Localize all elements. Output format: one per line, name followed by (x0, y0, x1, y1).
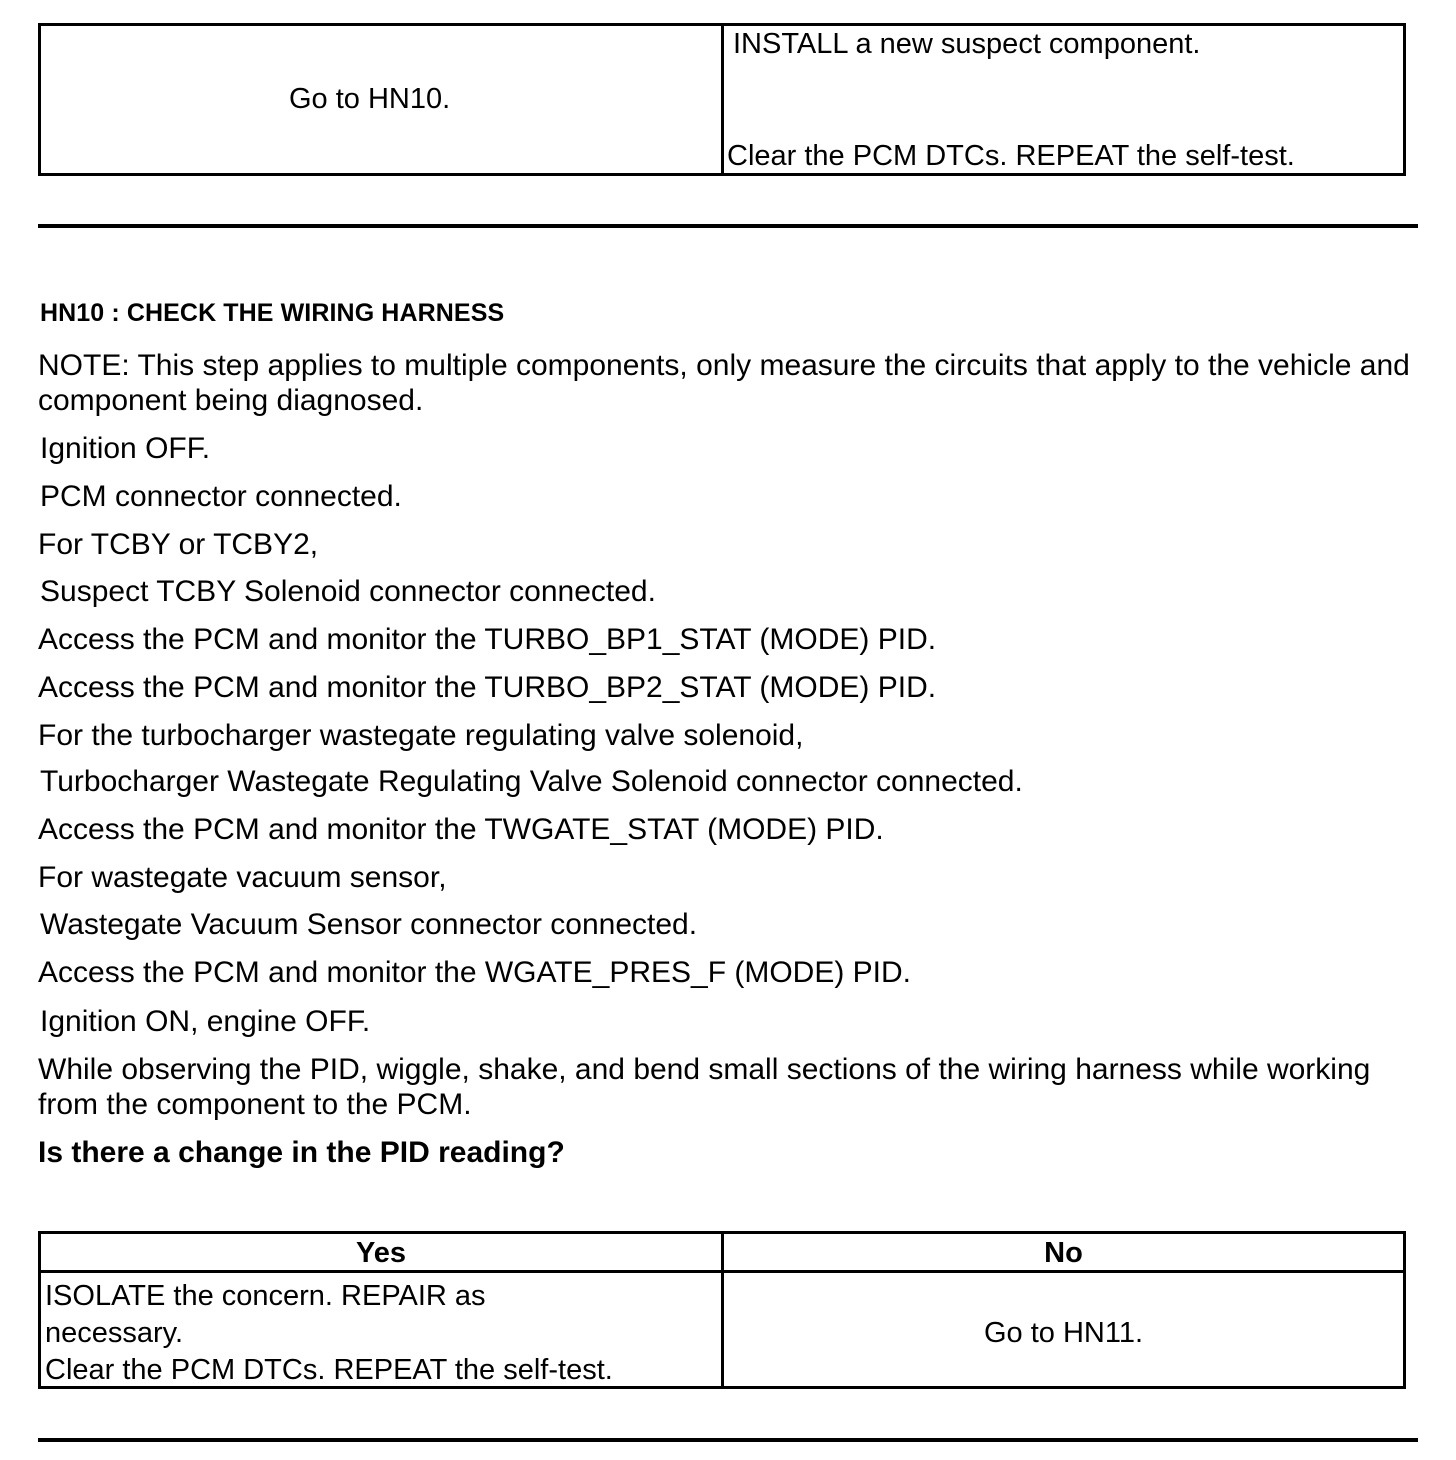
step-line: Turbocharger Wastegate Regulating Valve Solenoid connector connected. (40, 765, 1023, 798)
install-component-text: INSTALL a new suspect component. (733, 28, 1201, 60)
step-heading: HN10 : CHECK THE WIRING HARNESS (40, 299, 505, 327)
goto-hn10-link[interactable]: Go to HN10. (289, 83, 451, 115)
clear-dtcs-text: Clear the PCM DTCs. REPEAT the self-test. (727, 140, 1295, 172)
step-line: Ignition ON, engine OFF. (40, 1005, 371, 1038)
step-line: Access the PCM and monitor the TURBO_BP2_STAT (MODE) PID. (38, 671, 937, 704)
goto-hn11-link[interactable]: Go to HN11. (983, 1317, 1144, 1349)
step-question: Is there a change in the PID reading? (38, 1136, 565, 1169)
step-line: Suspect TCBY Solenoid connector connected. (40, 575, 656, 608)
yes-cell-line: ISOLATE the concern. REPAIR as (45, 1280, 486, 1312)
previous-step-result-table (38, 23, 1406, 176)
section-separator (38, 224, 1418, 228)
section-separator (38, 1438, 1418, 1442)
table-column-divider (721, 26, 724, 173)
table-header-divider (41, 1270, 1403, 1273)
step-line: For wastegate vacuum sensor, (38, 861, 447, 894)
step-line: Wastegate Vacuum Sensor connector connected. (40, 908, 698, 941)
result-table (38, 1231, 1406, 1389)
step-line: For the turbocharger wastegate regulating valve solenoid, (38, 719, 804, 752)
step-note: NOTE: This step applies to multiple components, only measure the circuits that apply to the vehicle and component being diagnosed. (38, 349, 1410, 417)
yes-cell-line: necessary. (45, 1317, 184, 1349)
step-line: While observing the PID, wiggle, shake, and bend small sections of the wiring harness while working from the component to the PCM. (38, 1053, 1371, 1121)
step-line: Ignition OFF. (40, 432, 211, 465)
step-line: Access the PCM and monitor the TURBO_BP1_STAT (MODE) PID. (38, 623, 937, 656)
no-header: No (1044, 1237, 1083, 1269)
step-line: For TCBY or TCBY2, (38, 528, 319, 561)
step-line: Access the PCM and monitor the WGATE_PRES_F (MODE) PID. (38, 956, 912, 989)
yes-header: Yes (356, 1237, 406, 1269)
yes-cell-line: Clear the PCM DTCs. REPEAT the self-test. (45, 1354, 613, 1386)
step-line: Access the PCM and monitor the TWGATE_STAT (MODE) PID. (38, 813, 884, 846)
step-line: PCM connector connected. (40, 480, 402, 513)
